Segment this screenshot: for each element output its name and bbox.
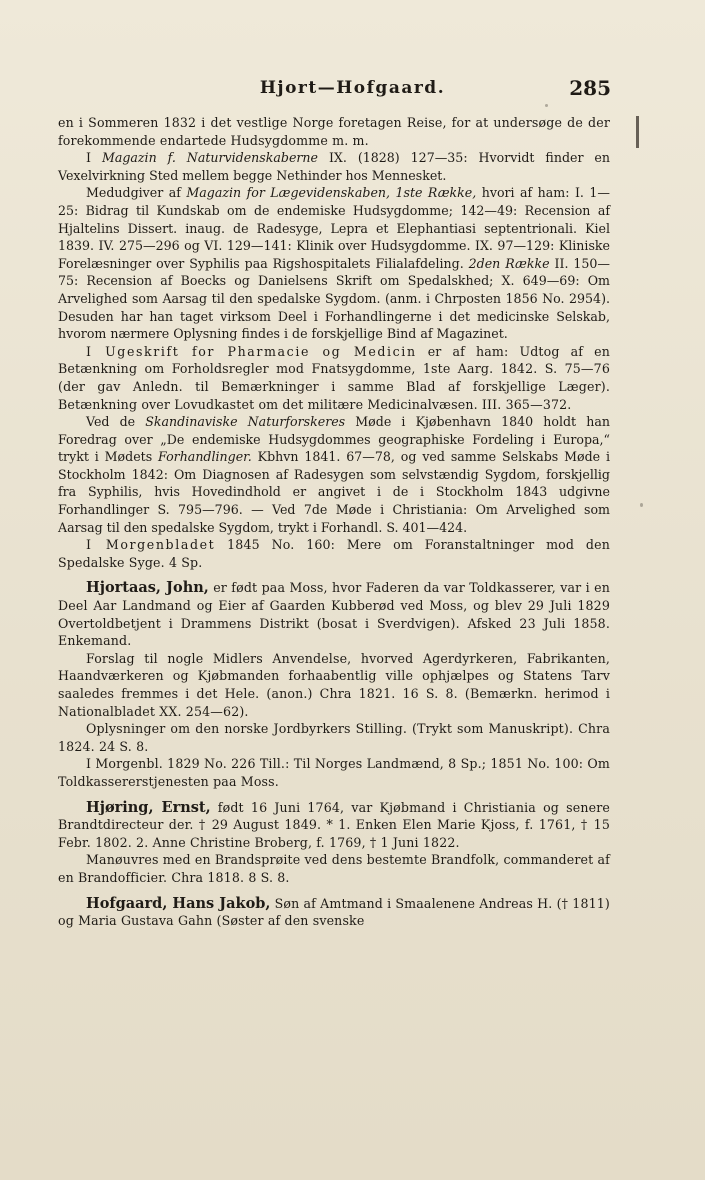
paragraph [58, 114, 610, 149]
paragraph [58, 149, 610, 184]
paragraph [58, 343, 610, 413]
text-segment: Skandinaviske Naturforskeres [145, 414, 346, 430]
text-segment: hvori af ham: I. 1—25: Bidrag til Kundskab om de endemiske Hudsygdomme; 142—49: Recension af Hjaltelins Dissert. inaug. de Radesyge, Lepra et Elephantiasi septentrionali. Kiel 1839. IV. 275—296 og VI. 129—141: Klinik over Hudsygdomme. IX. 97—129: Kliniske Forelæsninger over Syphilis paa Rigshospitalets Filialafdeling. [58, 185, 610, 271]
paper-speck [545, 104, 548, 107]
paragraph [58, 650, 610, 720]
text-segment: Oplysninger om den norske Jordbyrkers Stilling. (Trykt som Manuskript). Chra 1824. 24 S. 8. [58, 721, 610, 754]
page-body [58, 114, 610, 930]
text-segment: II. 150—75: Recension af Boecks og Danielsens Skrift om Spedalskhed; X. 649—69: Om Arvelighed som Aarsag til den spedalske Sygdom. (anm. i Chrposten 1856 No. 2954). Desuden har han taget virksom Deel i Forhandlingerne i det medicinske Selskab, hvorom nærmere Oplysning findes i de forskjellige Bind af Magazinet. [58, 255, 611, 342]
text-segment: Forslag til nogle Midlers Anvendelse, hvorved Agerdyrkeren, Fabrikanten, Haandværkeren og Kjøbmanden forhaabentlig ville ophjælpes og Statens Tarv saaledes fremmes i det Hele. (anon.) Chra 1821. 16 S. 8. (Bemærkn. herimod i Nationalbladet XX. 254—62). [58, 650, 610, 719]
entry-name: Hofgaard, Hans Jakob, [86, 894, 271, 912]
text-segment: 2den Række [468, 255, 550, 271]
paragraph [58, 536, 610, 571]
text-segment: I Morgenbladet [86, 537, 216, 553]
running-title: Hjort—Hofgaard. [259, 78, 446, 98]
text-segment: I Morgenbl. 1829 No. 226 Till.: Til Norges Landmænd, 8 Sp.; 1851 No. 100: Om Toldkassererstjenesten paa Moss. [58, 756, 610, 789]
text-segment: Magazin for Lægevidenskaben, 1ste Række, [186, 185, 477, 201]
text-segment: I [86, 150, 102, 166]
page-header [0, 76, 705, 106]
paragraph [58, 851, 610, 886]
text-segment: IX. (1828) 127—35: Hvorvidt finder en Vexelvirkning Sted mellem begge Nethinder hos Mennesket. [58, 150, 610, 183]
biography-entry [58, 579, 610, 649]
text-segment: I Ugeskrift for Pharmacie og Medicin [86, 343, 417, 359]
text-segment: Kbhvn 1841. 67—78, og ved samme Selskabs Møde i Stockholm 1842: Om Diagnosen af Radesygen som selvstændig Sygdom, forskjellig fra Syphilis, hvis Hovedindhold er angivet i de i Stockholm 1843 udgivne Forhandlinger S. 795—796. — Ved 7de Møde i Christiania: Om Arvelighed som Aarsag til den spedalske Sygdom, trykt i Forhandl. S. 401—424. [58, 449, 610, 535]
text-segment: er af ham: Udtog af en Betænkning om Forholdsregler mod Fnatsygdomme, 1ste Aarg. 1842. S. 75—76 (der gav Anledn. til Bemærkninger i samme Blad af forskjellige Læger). Betænkning over Lovudkastet om det militære Medicinalvæsen. III. 365—372. [58, 343, 611, 412]
text-segment: Søn af Amtmand i Smaalenene Andreas H. († 1811) og Maria Gustava Gahn (Søster af den svenske [58, 895, 610, 929]
text-segment: Magazin f. Naturvidenskaberne [101, 150, 318, 166]
text-segment: en i Sommeren 1832 i det vestlige Norge foretagen Reise, for at undersøge de der forekommende endartede Hudsygdomme m. m. [58, 115, 610, 148]
text-segment: Forhandlinger. [158, 449, 252, 465]
text-segment: Møde i Kjøbenhavn 1840 holdt han Foredrag over „De endemiske Hudsygdommes geographiske Fordeling i Europa,“ trykt i Mødets [58, 414, 610, 465]
paper-speck [640, 503, 643, 507]
margin-mark [636, 116, 639, 148]
paragraph [58, 755, 610, 790]
text-segment: Manøuvres med en Brandsprøite ved dens bestemte Brandfolk, commanderet af en Brandofficier. Chra 1818. 8 S. 8. [58, 852, 610, 885]
text-segment: er født paa Moss, hvor Faderen da var Toldkasserer, var i en Deel Aar Landmand og Eier af Gaarden Kubberød ved Moss, og blev 29 Juli 1829 Overtoldbetjent i Drammens Distrikt (bosat i Sverdvigen). Afsked 23 Juli 1858. Enkemand. [58, 580, 610, 649]
text-segment: Medudgiver af [86, 185, 187, 201]
biography-entry [58, 895, 610, 930]
text-segment: Ved de [86, 414, 146, 430]
paragraph [58, 413, 610, 536]
text-segment: født 16 Juni 1764, var Kjøbmand i Christiania og senere Brandtdirecteur der. † 29 August 1849. * 1. Enken Elen Marie Kjoss, f. 1761, † 15 Febr. 1802. 2. Anne Christine Broberg, f. 1769, † 1 Juni 1822. [58, 799, 610, 850]
paragraph [58, 184, 610, 342]
text-segment: 1845 No. 160: Mere om Foranstaltninger mod den Spedalske Syge. 4 Sp. [58, 537, 610, 570]
page-number: 285 [569, 76, 611, 100]
entry-name: Hjøring, Ernst, [86, 798, 211, 816]
entry-name: Hjortaas, John, [86, 579, 209, 597]
biography-entry [58, 799, 610, 852]
paragraph [58, 720, 610, 755]
